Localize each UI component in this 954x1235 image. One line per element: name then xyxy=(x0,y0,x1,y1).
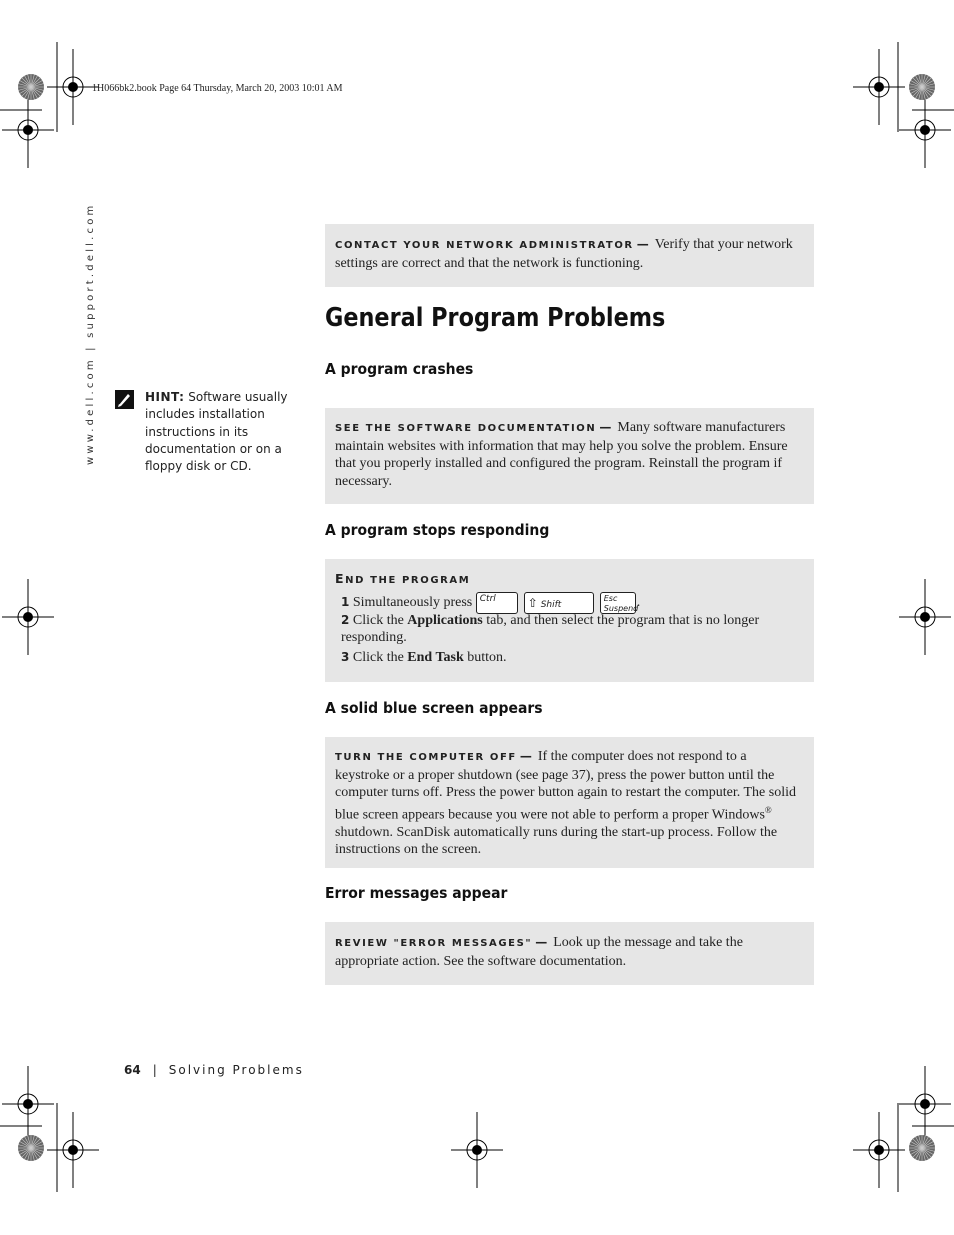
ctrl-key xyxy=(476,592,518,614)
heading-stops: A program stops responding xyxy=(325,521,550,539)
heading-blue-screen: A solid blue screen appears xyxy=(325,699,543,717)
shift-key xyxy=(524,592,594,614)
step-text: Simultaneously press xyxy=(352,594,473,610)
key-label: Suspend xyxy=(603,603,639,613)
key-label: Esc xyxy=(603,593,618,603)
registration-dot-icon xyxy=(874,82,884,92)
software-doc-box xyxy=(325,408,814,504)
turn-off-box xyxy=(325,737,814,868)
box-text: Many software manufacturers maintain websites with information that may help you solve the problem. Ensure that you properly installed and configured the program. Reinstall the program if necessary. xyxy=(335,420,788,489)
end-program-box xyxy=(325,559,814,682)
step-number: 1 xyxy=(341,594,350,609)
step-text: Click the xyxy=(352,649,404,665)
step-bold: Applications xyxy=(407,612,483,628)
box-text: If the computer does not respond to a keystroke or a proper shutdown (see page 37), press the power button until the computer turns off. Press the power button again to restart the computer. The solid blue screen appears because you were not able to perform a proper Windows xyxy=(335,749,796,823)
dash: — xyxy=(535,935,548,949)
step-2 xyxy=(335,612,804,647)
registration-dot-icon xyxy=(23,612,33,622)
registration-dot-icon xyxy=(23,125,33,135)
registration-dot-icon xyxy=(68,82,78,92)
box-heading: TURN THE COMPUTER OFF xyxy=(335,752,517,763)
step-bold: End Task xyxy=(407,649,464,665)
step-number: 2 xyxy=(341,612,350,627)
registration-dot-icon xyxy=(68,1145,78,1155)
heading-errors: Error messages appear xyxy=(325,884,508,902)
registration-dot-icon xyxy=(920,1099,930,1109)
separator: | xyxy=(152,1063,157,1077)
hint-label: HINT: xyxy=(145,390,185,404)
page-footer xyxy=(124,1063,304,1077)
registered-mark: ® xyxy=(764,804,772,815)
esc-key xyxy=(600,592,639,614)
hint-note xyxy=(145,389,305,475)
pencil-note-icon xyxy=(115,390,134,409)
registration-dot-icon xyxy=(920,125,930,135)
step-end: . xyxy=(636,594,641,610)
step-1 xyxy=(335,592,804,614)
review-errors-box xyxy=(325,922,814,985)
key-label: Ctrl xyxy=(479,593,496,604)
section-name: Solving Problems xyxy=(168,1063,304,1077)
heading-crashes: A program crashes xyxy=(325,360,474,378)
registration-dot-icon xyxy=(23,1099,33,1109)
shift-arrow-icon: ⇧ xyxy=(527,595,538,610)
box-text: shutdown. ScanDisk automatically runs during the start-up process. Follow the instructions on the screen. xyxy=(335,824,778,858)
box-heading: CONTACT YOUR NETWORK ADMINISTRATOR xyxy=(335,240,634,251)
step-3 xyxy=(335,649,804,667)
step-text: Click the xyxy=(352,612,404,628)
page-title: General Program Problems xyxy=(325,303,666,333)
box-heading: SEE THE SOFTWARE DOCUMENTATION xyxy=(335,423,597,434)
network-admin-box xyxy=(325,224,814,287)
box-text: Verify that your network settings are correct and that the network is functioning. xyxy=(335,237,793,271)
side-url: www.dell.com | support.dell.com xyxy=(85,202,96,465)
registration-dot-icon xyxy=(874,1145,884,1155)
step-text: tab, and then select the program that is no longer responding. xyxy=(341,612,760,645)
registration-dot-icon xyxy=(920,612,930,622)
dash: — xyxy=(519,749,532,763)
dash: — xyxy=(599,420,612,434)
page-number: 64 xyxy=(124,1063,141,1077)
step-number: 3 xyxy=(341,649,350,664)
dash: — xyxy=(636,237,649,251)
hint-text: Software usually includes installation instructions in its documentation or on a floppy disk or CD. xyxy=(145,390,288,474)
box-heading: END THE PROGRAM xyxy=(335,571,471,586)
box-heading: REVIEW "ERROR MESSAGES" xyxy=(335,938,533,949)
registration-dot-icon xyxy=(472,1145,482,1155)
box-text: Look up the message and take the appropriate action. See the software documentation. xyxy=(335,935,743,969)
print-header: 1H066bk2.book Page 64 Thursday, March 20, 2003 10:01 AM xyxy=(92,83,343,94)
step-text: button. xyxy=(467,649,507,665)
key-label: Shift xyxy=(540,599,562,610)
